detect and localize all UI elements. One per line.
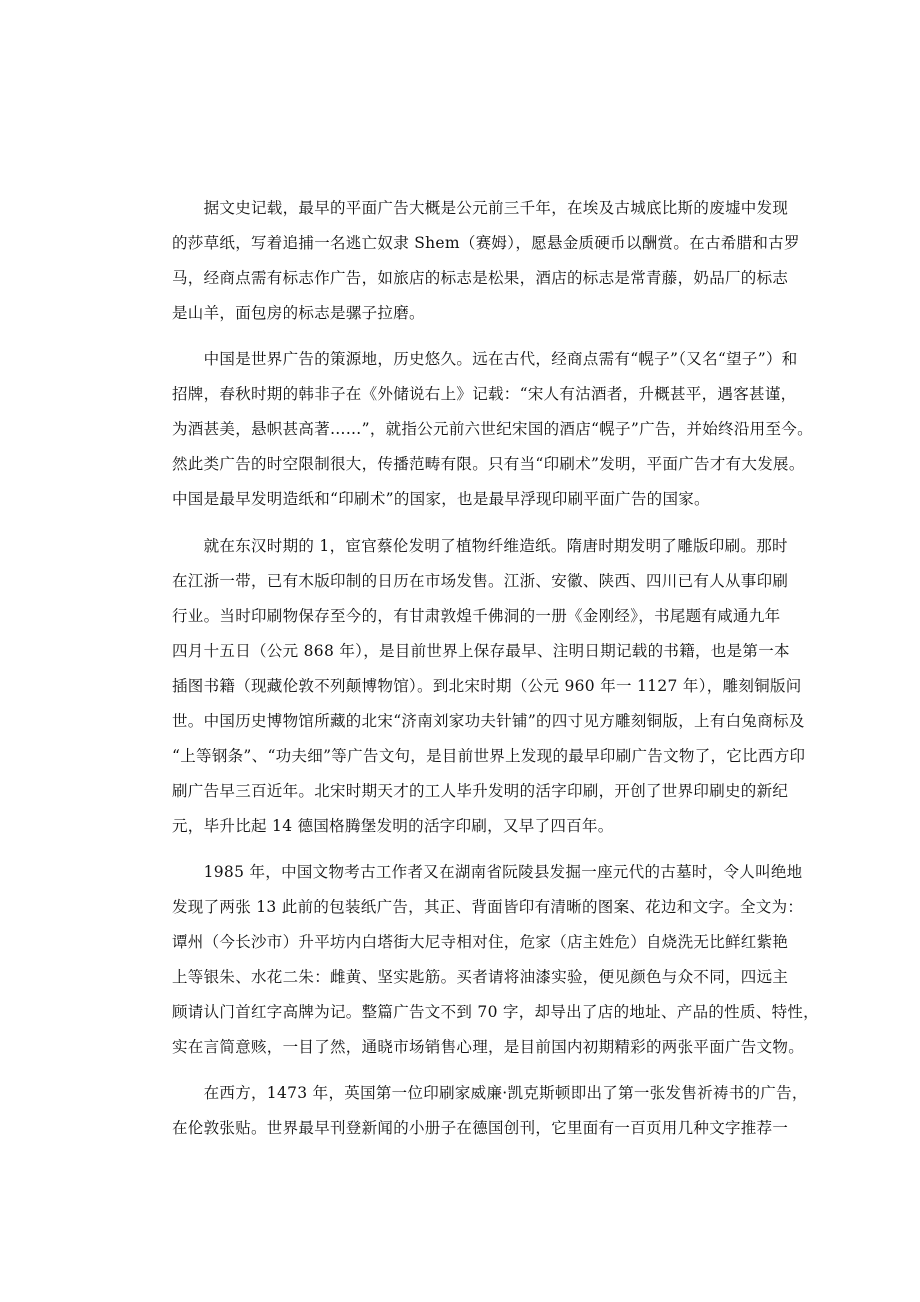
text-line: 刷广告早三百近年。北宋时期天才的工人毕升发明的活字印刷，开创了世界印刷史的新纪 <box>172 782 789 800</box>
text-line: 就在东汉时期的 1，宦官蔡伦发明了植物纤维造纸。隋唐时期发明了雕版印刷。那时 <box>172 537 788 555</box>
text-line: 据文史记载，最早的平面广告大概是公元前三千年，在埃及古城底比斯的废墟中发现 <box>172 199 789 217</box>
text-line: 上等银朱、水花二朱：雌黄、坚实匙筋。买者请将油漆实验，便见颜色与众不同，四远主 <box>172 968 789 986</box>
text-line: 在伦敦张贴。世界最早刊登新闻的小册子在德国创刊，它里面有一百页用几种文字推荐一 <box>172 1119 789 1137</box>
text-line: 马，经商点需有标志作广告，如旅店的标志是松果，酒店的标志是常青藤，奶品厂的标志 <box>172 269 789 287</box>
text-line: 行业。当时印刷物保存至今的，有甘肃敦煌千佛洞的一册《金刚经》，书尾题有咸通九年 <box>172 607 781 625</box>
text-line: 世。中国历史博物馆所藏的北宋“济南刘家功夫针铺”的四寸见方雕刻铜版，上有白兔商标及 <box>172 712 805 730</box>
text-line: 顾请认门首红字高牌为记。整篇广告文不到 70 字，却导出了店的地址、产品的性质、特性， <box>172 1003 819 1021</box>
text-line: 是山羊，面包房的标志是骡子拉磨。 <box>172 304 425 322</box>
text-line: “上等钢条”、“功夫细”等广告文句，是目前世界上发现的最早印刷广告文物了，它比西方印 <box>172 747 806 765</box>
text-line: 实在言简意赅，一目了然，通晓市场销售心理，是目前国内初期精彩的两张平面广告文物。 <box>172 1038 805 1056</box>
text-line: 中国是最早发明造纸和“印刷术”的国家，也是最早浮现印刷平面广告的国家。 <box>172 490 710 508</box>
text-line: 在西方，1473 年，英国第一位印刷家威廉·凯克斯顿即出了第一张发售祈祷书的广告， <box>172 1084 808 1102</box>
text-line: 1985 年，中国文物考古工作者又在湖南省阮陵县发掘一座元代的古墓时，令人叫绝地 <box>172 863 803 881</box>
text-line: 插图书籍（现藏伦敦不列颠博物馆）。到北宋时期（公元 960 年一 1127 年），雕刻铜版问 <box>172 677 802 695</box>
text-line: 为酒甚美，悬帜甚高著……”，就指公元前六世纪宋国的酒店“幌子”广告，并始终沿用至今。 <box>172 420 813 438</box>
text-line: 发现了两张 13 此前的包装纸广告，其正、背面皆印有清晰的图案、花边和文字。全文为： <box>172 898 804 916</box>
text-line: 中国是世界广告的策源地，历史悠久。远在古代，经商点需有“幌子”（又名“望子”）和 <box>172 350 798 368</box>
text-line: 的莎草纸，写着追捕一名逃亡奴隶 Shem（赛姆），愿悬金质硬币以酬赏。在古希腊和古罗 <box>172 234 800 252</box>
text-line: 然此类广告的时空限制很大，传播范畴有限。只有当“印刷术”发明，平面广告才有大发展。 <box>172 455 805 473</box>
text-line: 在江浙一带，已有木版印制的日历在市场发售。江浙、安徽、陕西、四川已有人从事印刷 <box>172 572 789 590</box>
text-line: 谭州（今长沙市）升平坊内白塔街大尼寺相对住，危家（店主姓危）自烧洗无比鲜红紫艳 <box>172 933 789 951</box>
text-line: 四月十五日（公元 868 年），是目前世界上保存最早、注明日期记载的书籍，也是第一本 <box>172 642 790 660</box>
text-line: 元，毕升比起 14 德国格腾堡发明的活字印刷，又早了四百年。 <box>172 817 614 835</box>
text-line: 招牌，春秋时期的韩非子在《外储说右上》记载：“宋人有沽酒者，升概甚平，遇客甚谨， <box>172 385 797 403</box>
